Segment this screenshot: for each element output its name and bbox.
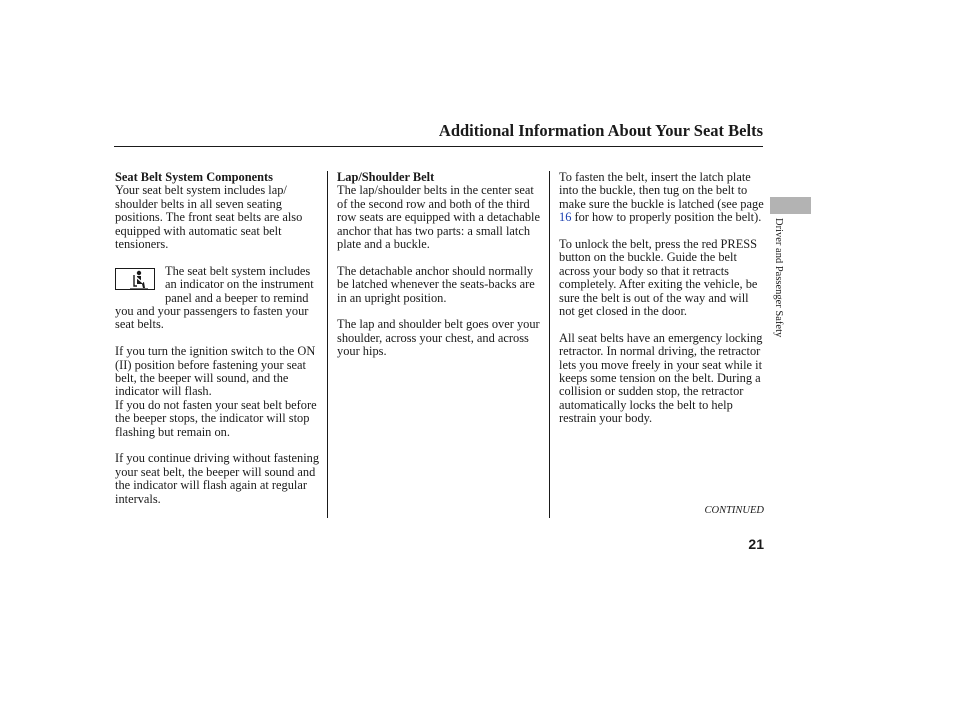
page-16-link[interactable]: 16 xyxy=(559,210,572,225)
page-number: 21 xyxy=(748,536,764,552)
components-paragraph: Your seat belt system includes lap/ shoulder belts in all seven seating positions. The front seat belts are also equipped with automatic seat belt tensioners. xyxy=(115,183,303,252)
column-divider-2 xyxy=(549,171,550,518)
indicator-paragraph: The seat belt system includes an indicator on the instrument panel and a beeper to remind you and your passengers to fasten your seat belts. xyxy=(115,263,314,332)
continued-label: CONTINUED xyxy=(704,505,764,516)
section-tab xyxy=(770,197,811,214)
seat-belt-reminder-icon xyxy=(115,268,155,290)
page-title: Additional Information About Your Seat Belts xyxy=(438,121,763,140)
column-divider-1 xyxy=(327,171,328,518)
indicator-remain-paragraph: If you do not fasten your seat belt before the beeper stops, the indicator will stop flashing but remain on. xyxy=(115,397,317,439)
belt-path-paragraph: The lap and shoulder belt goes over your shoulder, across your chest, and across your hips. xyxy=(337,317,540,359)
section-heading-components: Seat Belt System Components xyxy=(115,170,273,184)
section-heading-lap-shoulder: Lap/Shoulder Belt xyxy=(337,170,435,184)
column-2 xyxy=(337,171,547,372)
side-section-label: Driver and Passenger Safety xyxy=(773,218,784,338)
unlock-paragraph: To unlock the belt, press the red PRESS button on the buckle. Guide the belt across your body so that it retracts completely. After exiting the vehicle, be sure the belt is out of the way and will not get closed in the door. xyxy=(559,237,758,319)
detachable-anchor-paragraph: The detachable anchor should normally be latched whenever the seats-backs are in an upright position. xyxy=(337,263,535,305)
title-rule xyxy=(114,146,763,147)
continue-driving-paragraph: If you continue driving without fastening your seat belt, the beeper will sound and the indicator will flash again at regular intervals. xyxy=(115,451,320,506)
fasten-paragraph: To fasten the belt, insert the latch plate into the buckle, then tug on the belt to make sure the buckle is latched (see page 16 for how to properly position the belt). xyxy=(559,170,764,225)
column-3 xyxy=(559,171,765,439)
retractor-paragraph: All seat belts have an emergency locking retractor. In normal driving, the retractor lets you move freely in your seat while it keeps some tension on the belt. During a collision or sudden stop, the retractor automatically locks the belt to help restrain your body. xyxy=(559,330,763,426)
ignition-paragraph: If you turn the ignition switch to the ON (II) position before fastening your seat belt, the beeper will sound, and the indicator will flash. xyxy=(115,344,316,399)
column-1 xyxy=(115,171,321,520)
lap-shoulder-paragraph: The lap/shoulder belts in the center seat of the second row and both of the third row seats are equipped with a detachable anchor that has two parts: a small latch plate and a buckle. xyxy=(337,183,540,252)
side-label-wrap xyxy=(771,218,785,368)
